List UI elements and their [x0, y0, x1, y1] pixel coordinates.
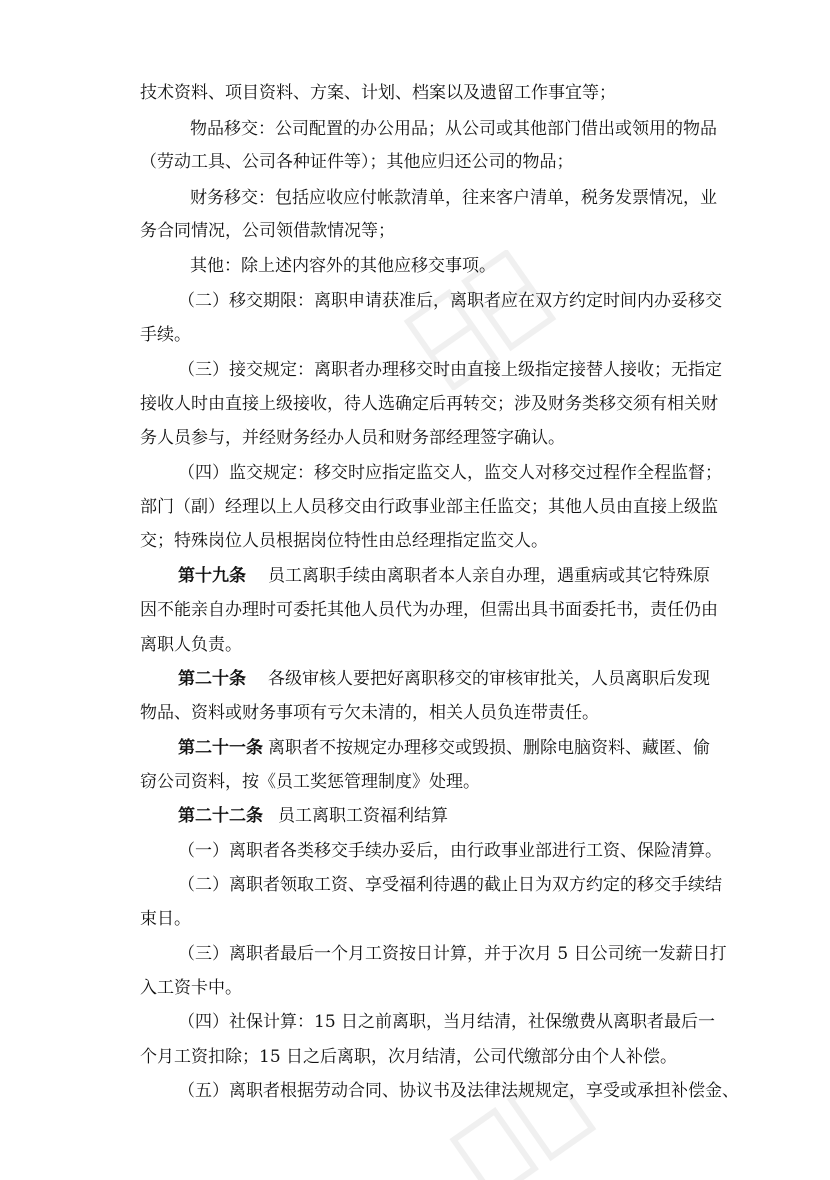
- text-line: 因不能亲自办理时可委托其他人员代为办理，但需出具书面委托书，责任仍由: [140, 600, 718, 620]
- text-line: 手续。: [140, 325, 191, 345]
- text-line: 离职者不按规定办理移交或毁损、删除电脑资料、藏匿、偷: [268, 738, 710, 758]
- text-line: 离职人负责。: [140, 635, 242, 655]
- text-line: 务人员参与，并经财务经办人员和财务部经理签字确认。: [140, 428, 565, 448]
- text-line: （四）监交规定：移交时应指定监交人，监交人对移交过程作全程监督；: [178, 463, 722, 483]
- text-line: （劳动工具、公司各种证件等）；其他应归还公司的物品；: [140, 152, 574, 172]
- text-line: 窃公司资料，按《员工奖惩管理制度》处理。: [140, 772, 480, 792]
- text-line: 入工资卡中。: [140, 978, 242, 998]
- text-line: 个月工资扣除；15 日之后离职，次月结清，公司代缴部分由个人补偿。: [140, 1047, 678, 1067]
- article-heading: 第二十条: [178, 669, 246, 689]
- text-line: 交；特殊岗位人员根据岗位特性由总经理指定监交人。: [140, 531, 548, 551]
- text-line: （五）离职者根据劳动合同、协议书及法律法规规定，享受或承担补偿金、: [178, 1081, 739, 1101]
- text-line: 部门（副）经理以上人员移交由行政事业部主任监交；其他人员由直接上级监: [140, 497, 718, 517]
- text-line: 接收人时由直接上级接收，待人选确定后再转交；涉及财务类移交须有相关财: [140, 394, 718, 414]
- text-line: （四）社保计算：15 日之前离职，当月结清，社保缴费从离职者最后一: [178, 1012, 716, 1032]
- text-line: 技术资料、项目资料、方案、计划、档案以及遗留工作事宜等；: [140, 83, 616, 103]
- text-line: 财务移交：包括应收应付帐款清单，往来客户清单，税务发票情况，业: [190, 188, 717, 208]
- article-heading: 第十九条: [178, 566, 246, 586]
- text-line: 务合同情况，公司领借款情况等；: [140, 221, 395, 241]
- text-line: 员工离职手续由离职者本人亲自办理，遇重病或其它特殊原: [268, 566, 710, 586]
- text-line: 其他：除上述内容外的其他应移交事项。: [190, 256, 496, 276]
- article-heading: 第二十二条: [178, 806, 263, 826]
- text-line: 员工离职工资福利结算: [278, 806, 448, 826]
- text-line: 物品、资料或财务事项有亏欠未清的，相关人员负连带责任。: [140, 703, 599, 723]
- text-line: 物品移交：公司配置的办公用品；从公司或其他部门借出或领用的物品: [190, 119, 717, 139]
- text-line: （三）离职者最后一个月工资按日计算，并于次月 5 日公司统一发薪日打: [178, 944, 727, 964]
- text-line: （二）离职者领取工资、享受福利待遇的截止日为双方约定的移交手续结: [178, 875, 722, 895]
- text-line: （二）移交期限：离职申请获准后，离职者应在双方约定时间内办妥移交: [178, 291, 722, 311]
- article-heading: 第二十一条: [178, 738, 263, 758]
- text-line: 束日。: [140, 909, 191, 929]
- text-line: （一）离职者各类移交手续办妥后，由行政事业部进行工资、保险清算。: [178, 841, 722, 861]
- text-line: 各级审核人要把好离职移交的审核审批关，人员离职后发现: [268, 669, 710, 689]
- text-line: （三）接交规定：离职者办理移交时由直接上级指定接替人接收；无指定: [178, 360, 722, 380]
